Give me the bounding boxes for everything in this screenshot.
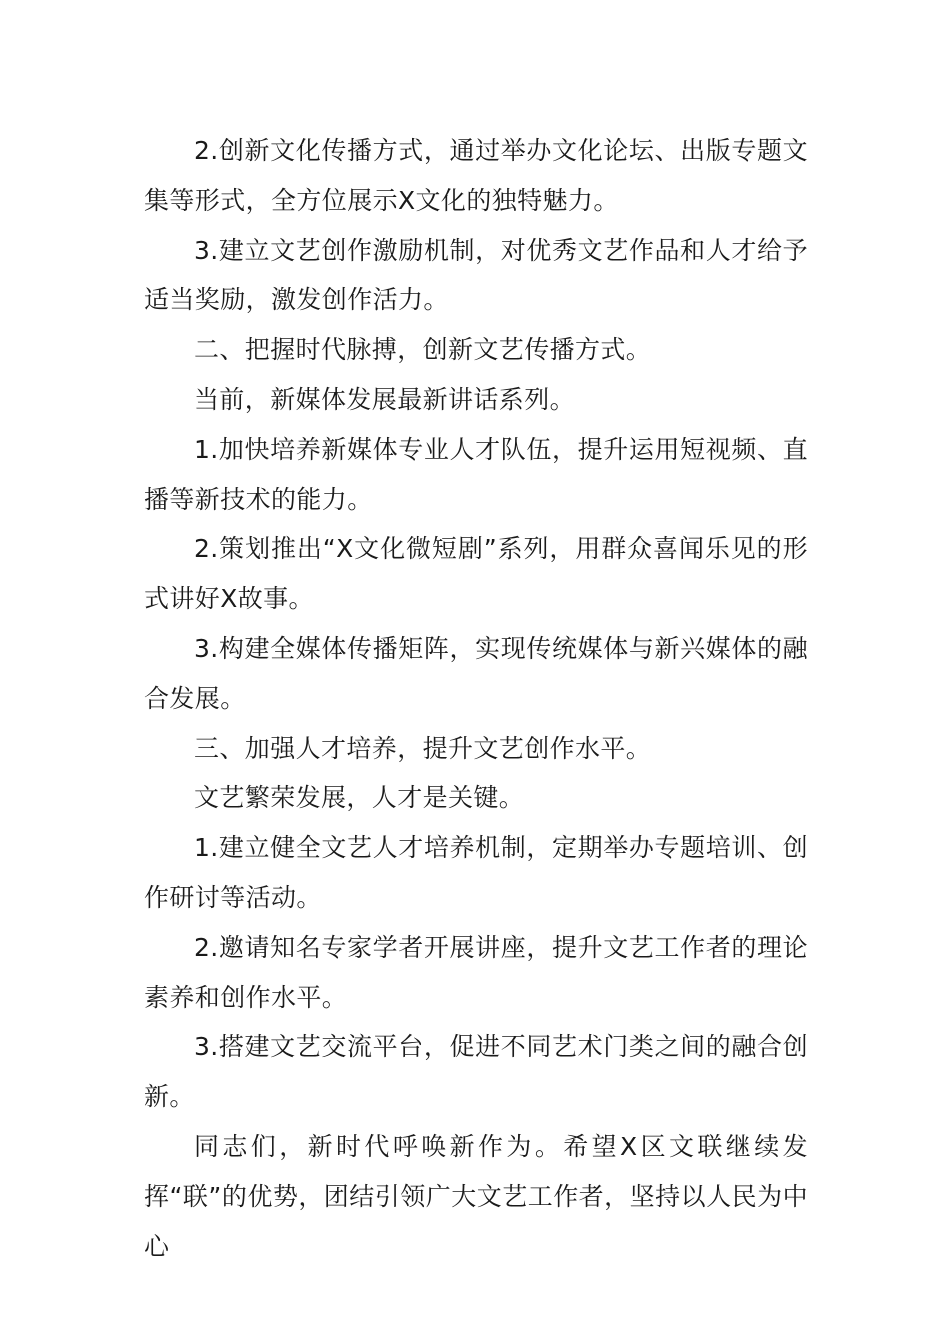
paragraph-item-2-expert-lectures: 2.邀请知名专家学者开展讲座，提升文艺工作者的理论素养和创作水平。 [144, 932, 808, 1012]
section-heading-three: 三、加强人才培养，提升文艺创作水平。 [194, 733, 652, 763]
section-heading-two: 二、把握时代脉搏，创新文艺传播方式。 [194, 335, 652, 365]
paragraph-item-1-new-media-talent: 1.加快培养新媒体专业人才队伍，提升运用短视频、直播等新技术的能力。 [144, 434, 808, 514]
closing-paragraph: 同志们，新时代呼唤新作为。希望X区文联继续发挥“联”的优势，团结引领广大文艺工作者，坚持以人民为中心 [144, 1131, 808, 1261]
paragraph-item-3-exchange-platform: 3.搭建文艺交流平台，促进不同艺术门类之间的融合创新。 [144, 1032, 808, 1112]
paragraph-item-1-training-mechanism: 1.建立健全文艺人才培养机制，定期举办专题培训、创作研讨等活动。 [144, 833, 808, 912]
paragraph-item-2-culture-dissemination: 2.创新文化传播方式，通过举办文化论坛、出版专题文集等形式，全方位展示X文化的独特魅力。 [144, 136, 808, 215]
paragraph-item-3-incentive-mechanism: 3.建立文艺创作激励机制，对优秀文艺作品和人才给予适当奖励，激发创作活力。 [144, 235, 808, 315]
section-intro-talent: 文艺繁荣发展，人才是关键。 [194, 783, 525, 813]
paragraph-item-3-media-matrix: 3.构建全媒体传播矩阵，实现传统媒体与新兴媒体的融合发展。 [144, 633, 808, 713]
document-body [144, 126, 808, 1271]
paragraph-item-2-micro-drama: 2.策划推出“X文化微短剧”系列，用群众喜闻乐见的形式讲好X故事。 [144, 534, 808, 614]
section-intro-new-media: 当前，新媒体发展最新讲话系列。 [194, 384, 576, 414]
